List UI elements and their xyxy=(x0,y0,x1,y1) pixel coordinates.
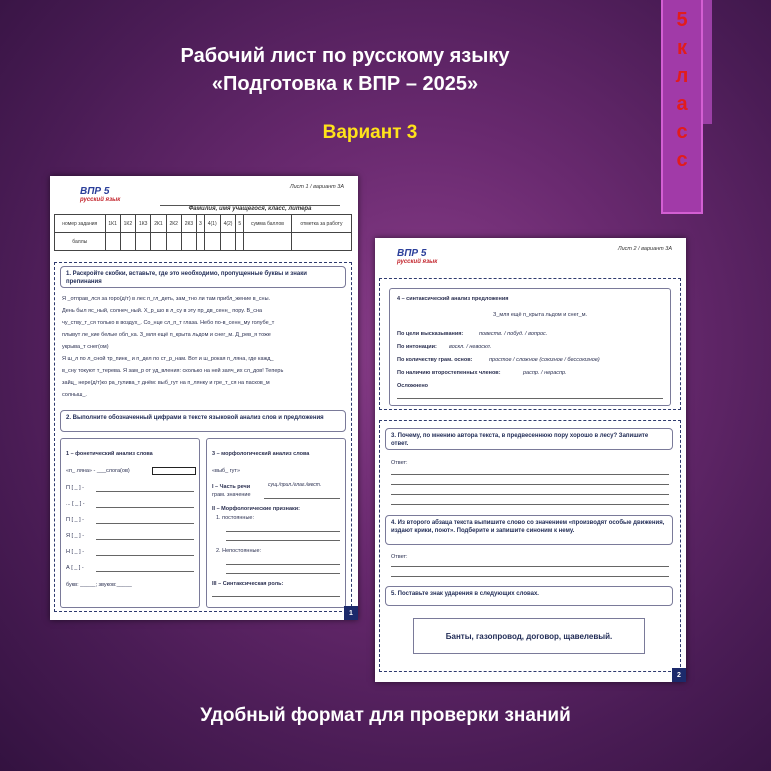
sheet-label: Лист 2 / вариант 3А xyxy=(617,246,672,252)
question-2: 2. Выполните обозначенный цифрами в тексте языковой анализ слов и предложения xyxy=(60,410,346,432)
logo-title: ВПР 5 xyxy=(80,186,110,197)
syntax-row-label: По количеству грам. основ: xyxy=(397,357,473,363)
morph-constant-label: 1. постоянные: xyxy=(216,515,255,521)
text-line: солныш_. xyxy=(62,392,87,398)
phonetic-word: «п_ ляна» - ___слога(ов) xyxy=(66,468,130,474)
grade-ribbon xyxy=(661,0,703,214)
score-cell: 1К3 xyxy=(136,215,151,233)
score-cell: 1К2 xyxy=(120,215,135,233)
score-cell: номер задания xyxy=(55,215,106,233)
answer-line[interactable] xyxy=(391,474,669,475)
question-3: 3. Почему, по мнению автора текста, в предвесеннюю пору хорошо в лесу? Запишите ответ. xyxy=(385,428,673,450)
score-input[interactable] xyxy=(236,233,244,251)
answer-line[interactable] xyxy=(391,576,669,577)
answer-line[interactable] xyxy=(226,540,340,541)
text-line: Я ш_л по л_сной тр_пинк_ и п_дел по ст_р_нам. Вот и ш_рокая п_ляна, где кажд_ xyxy=(62,356,274,362)
phonetic-row: Н [ _ ] - xyxy=(66,549,85,555)
grade-letter: к xyxy=(676,37,687,59)
syntax-row-label: По наличию второстепенных членов: xyxy=(397,370,501,376)
morph-title: 3 – морфологический анализ слова xyxy=(212,451,310,457)
morph-part-label: I – Часть речи xyxy=(212,484,251,490)
worksheet-page-2 xyxy=(375,238,686,682)
answer-line[interactable] xyxy=(96,523,194,524)
syntax-row-label: Осложнено xyxy=(397,383,429,389)
score-header-row xyxy=(55,215,352,233)
answer-line[interactable] xyxy=(397,398,663,399)
score-cell: сумма баллов xyxy=(244,215,292,233)
text-line: в_сну токуют т_терева. Я зам_р от уд_вления: сколько на ней заяч_их сл_дов! Теперь xyxy=(62,368,284,374)
phonetic-row: П [ _ ] - xyxy=(66,485,85,491)
title-line-2: «Подготовка к ВПР – 2025» xyxy=(211,73,479,95)
student-name-label: Фамилия, имя учащегося, класс, литера xyxy=(188,206,312,212)
score-value-row xyxy=(55,233,352,251)
score-input[interactable] xyxy=(220,233,236,251)
phonetic-row: Я [ _ ] - xyxy=(66,533,85,539)
answer-line[interactable] xyxy=(212,596,340,597)
score-cell: 2К1 xyxy=(151,215,166,233)
phonetic-input[interactable] xyxy=(152,467,196,475)
score-input[interactable] xyxy=(291,233,351,251)
variant-label: Вариант 3 xyxy=(322,122,418,143)
text-line: зайц_ нере(д/т)ко ра_гулива_т днём: выб_гут на п_лянку и гре_т_ся на пасков_м xyxy=(62,380,270,386)
syntax-row-hint: воскл. / невоскл. xyxy=(449,344,492,350)
phonetic-row: ... [ _ ] - xyxy=(66,501,85,507)
vpr-logo xyxy=(80,186,120,203)
answer-line[interactable] xyxy=(226,573,340,574)
score-input[interactable] xyxy=(197,233,205,251)
syntax-row-hint: распр. / нераспр. xyxy=(523,370,567,376)
answer-line[interactable] xyxy=(391,484,669,485)
text-line: Я _отправ_лся за горо(д/т) в лес п_гл_деть, зам_тно ли там прибл_жение в_сны. xyxy=(62,296,271,302)
syntax-row-hint: повеств. / побуд. / вопрос. xyxy=(479,331,548,337)
page-number: 2 xyxy=(672,668,686,682)
morph-syntax-label: III – Синтаксическая роль: xyxy=(212,581,284,587)
score-cell: 1К1 xyxy=(105,215,120,233)
sheet-label: Лист 1 / вариант 3А xyxy=(289,184,344,190)
phonetic-title: 1 – фонетический анализ слова xyxy=(66,451,153,457)
footer-caption: Удобный формат для проверки знаний xyxy=(200,705,571,726)
syntax-row-label: По интонации: xyxy=(397,344,437,350)
text-line: День был яс_ный, солнеч_ный. Х_р_шо в л_су в эту пр_дв_сенн_ пору. В_сна xyxy=(62,308,263,314)
title-line-1: Рабочий лист по русскому языку xyxy=(180,45,510,67)
answer-line[interactable] xyxy=(391,566,669,567)
logo-title: ВПР 5 xyxy=(397,248,427,259)
answer-line[interactable] xyxy=(264,498,340,499)
score-table xyxy=(54,214,352,251)
exercise-text xyxy=(62,293,348,401)
phonetic-footer: букв: _____; звуков:_____ xyxy=(66,582,132,588)
answer-line[interactable] xyxy=(391,494,669,495)
answer-line[interactable] xyxy=(96,571,194,572)
score-cell: 4(1) xyxy=(204,215,220,233)
question-5: 5. Поставьте знак ударения в следующих словах. xyxy=(385,586,673,606)
phonetic-row: П [ _ ] - xyxy=(66,517,85,523)
answer-line[interactable] xyxy=(391,504,669,505)
syntax-row-hint: простое / сложное (союзное / бессоюзное) xyxy=(489,357,600,363)
answer-line[interactable] xyxy=(226,564,340,565)
grade-letter: 5 xyxy=(676,9,688,31)
stress-words-box: Банты, газопровод, договор, щавелевый. xyxy=(413,618,645,654)
answer-label: Ответ: xyxy=(391,554,408,560)
text-line: плывут ле_кие белые обл_ка. З_мля ещё п_крыта льдом и снег_м. Д_рев_я тоже xyxy=(62,332,271,338)
answer-line[interactable] xyxy=(96,507,194,508)
morph-features-label: II – Морфологические признаки: xyxy=(212,506,300,512)
text-line: чу_ству_т_ся только в воздух_. Со_нце сл_п_т глаза. Небо по-в_сенн_му голубе_т xyxy=(62,320,275,326)
score-input[interactable] xyxy=(120,233,135,251)
score-row-label: баллы xyxy=(55,233,106,251)
text-line: укрыва_т снег(ом) xyxy=(62,344,109,350)
score-input[interactable] xyxy=(151,233,166,251)
page-number: 1 xyxy=(344,606,358,620)
score-cell: 2К3 xyxy=(181,215,196,233)
morph-nonconstant-label: 2. Непостоянные: xyxy=(216,548,262,554)
logo-subtitle: русский язык xyxy=(80,197,121,203)
answer-line[interactable] xyxy=(96,491,194,492)
grade-letter: л xyxy=(675,65,689,87)
worksheet-page-1 xyxy=(50,176,358,620)
score-input[interactable] xyxy=(105,233,120,251)
answer-line[interactable] xyxy=(96,555,194,556)
score-cell: 2К2 xyxy=(166,215,181,233)
syntax-title: 4 – синтаксический анализ предложения xyxy=(397,296,509,302)
grade-letter: а xyxy=(676,93,688,115)
score-cell: отметка за работу xyxy=(291,215,351,233)
vpr-logo xyxy=(397,248,437,265)
syntax-sentence: З_мля ещё п_крыта льдом и снег_м. xyxy=(493,312,588,318)
question-1: 1. Раскройте скобки, вставьте, где это необходимо, пропущенные буквы и знаки препинания xyxy=(60,266,346,288)
score-cell: 4(2) xyxy=(220,215,236,233)
grade-letter: с xyxy=(676,121,688,143)
score-input[interactable] xyxy=(136,233,151,251)
score-input[interactable] xyxy=(244,233,292,251)
answer-line[interactable] xyxy=(96,539,194,540)
score-cell: 3 xyxy=(197,215,205,233)
syntax-row-label: По цели высказывания: xyxy=(397,331,464,337)
answer-label: Ответ: xyxy=(391,460,408,466)
answer-line[interactable] xyxy=(226,531,340,532)
score-input[interactable] xyxy=(166,233,181,251)
phonetic-row: А [ _ ] - xyxy=(66,565,84,571)
question-4: 4. Из второго абзаца текста выпишите слово со значением «производят особые движения, издают крики, поют». Подберите и запишите синоним к нему. xyxy=(385,515,673,545)
score-input[interactable] xyxy=(181,233,196,251)
student-name-line xyxy=(160,196,340,206)
logo-subtitle: русский язык xyxy=(397,259,438,265)
morph-word: «выб_ гут» xyxy=(212,468,241,474)
grade-letter: с xyxy=(676,149,688,171)
morph-part-hint: сущ./прил./глаг./мест. xyxy=(268,482,322,488)
score-input[interactable] xyxy=(204,233,220,251)
morph-gram-label: грам. значение xyxy=(212,492,251,498)
score-cell: 5 xyxy=(236,215,244,233)
